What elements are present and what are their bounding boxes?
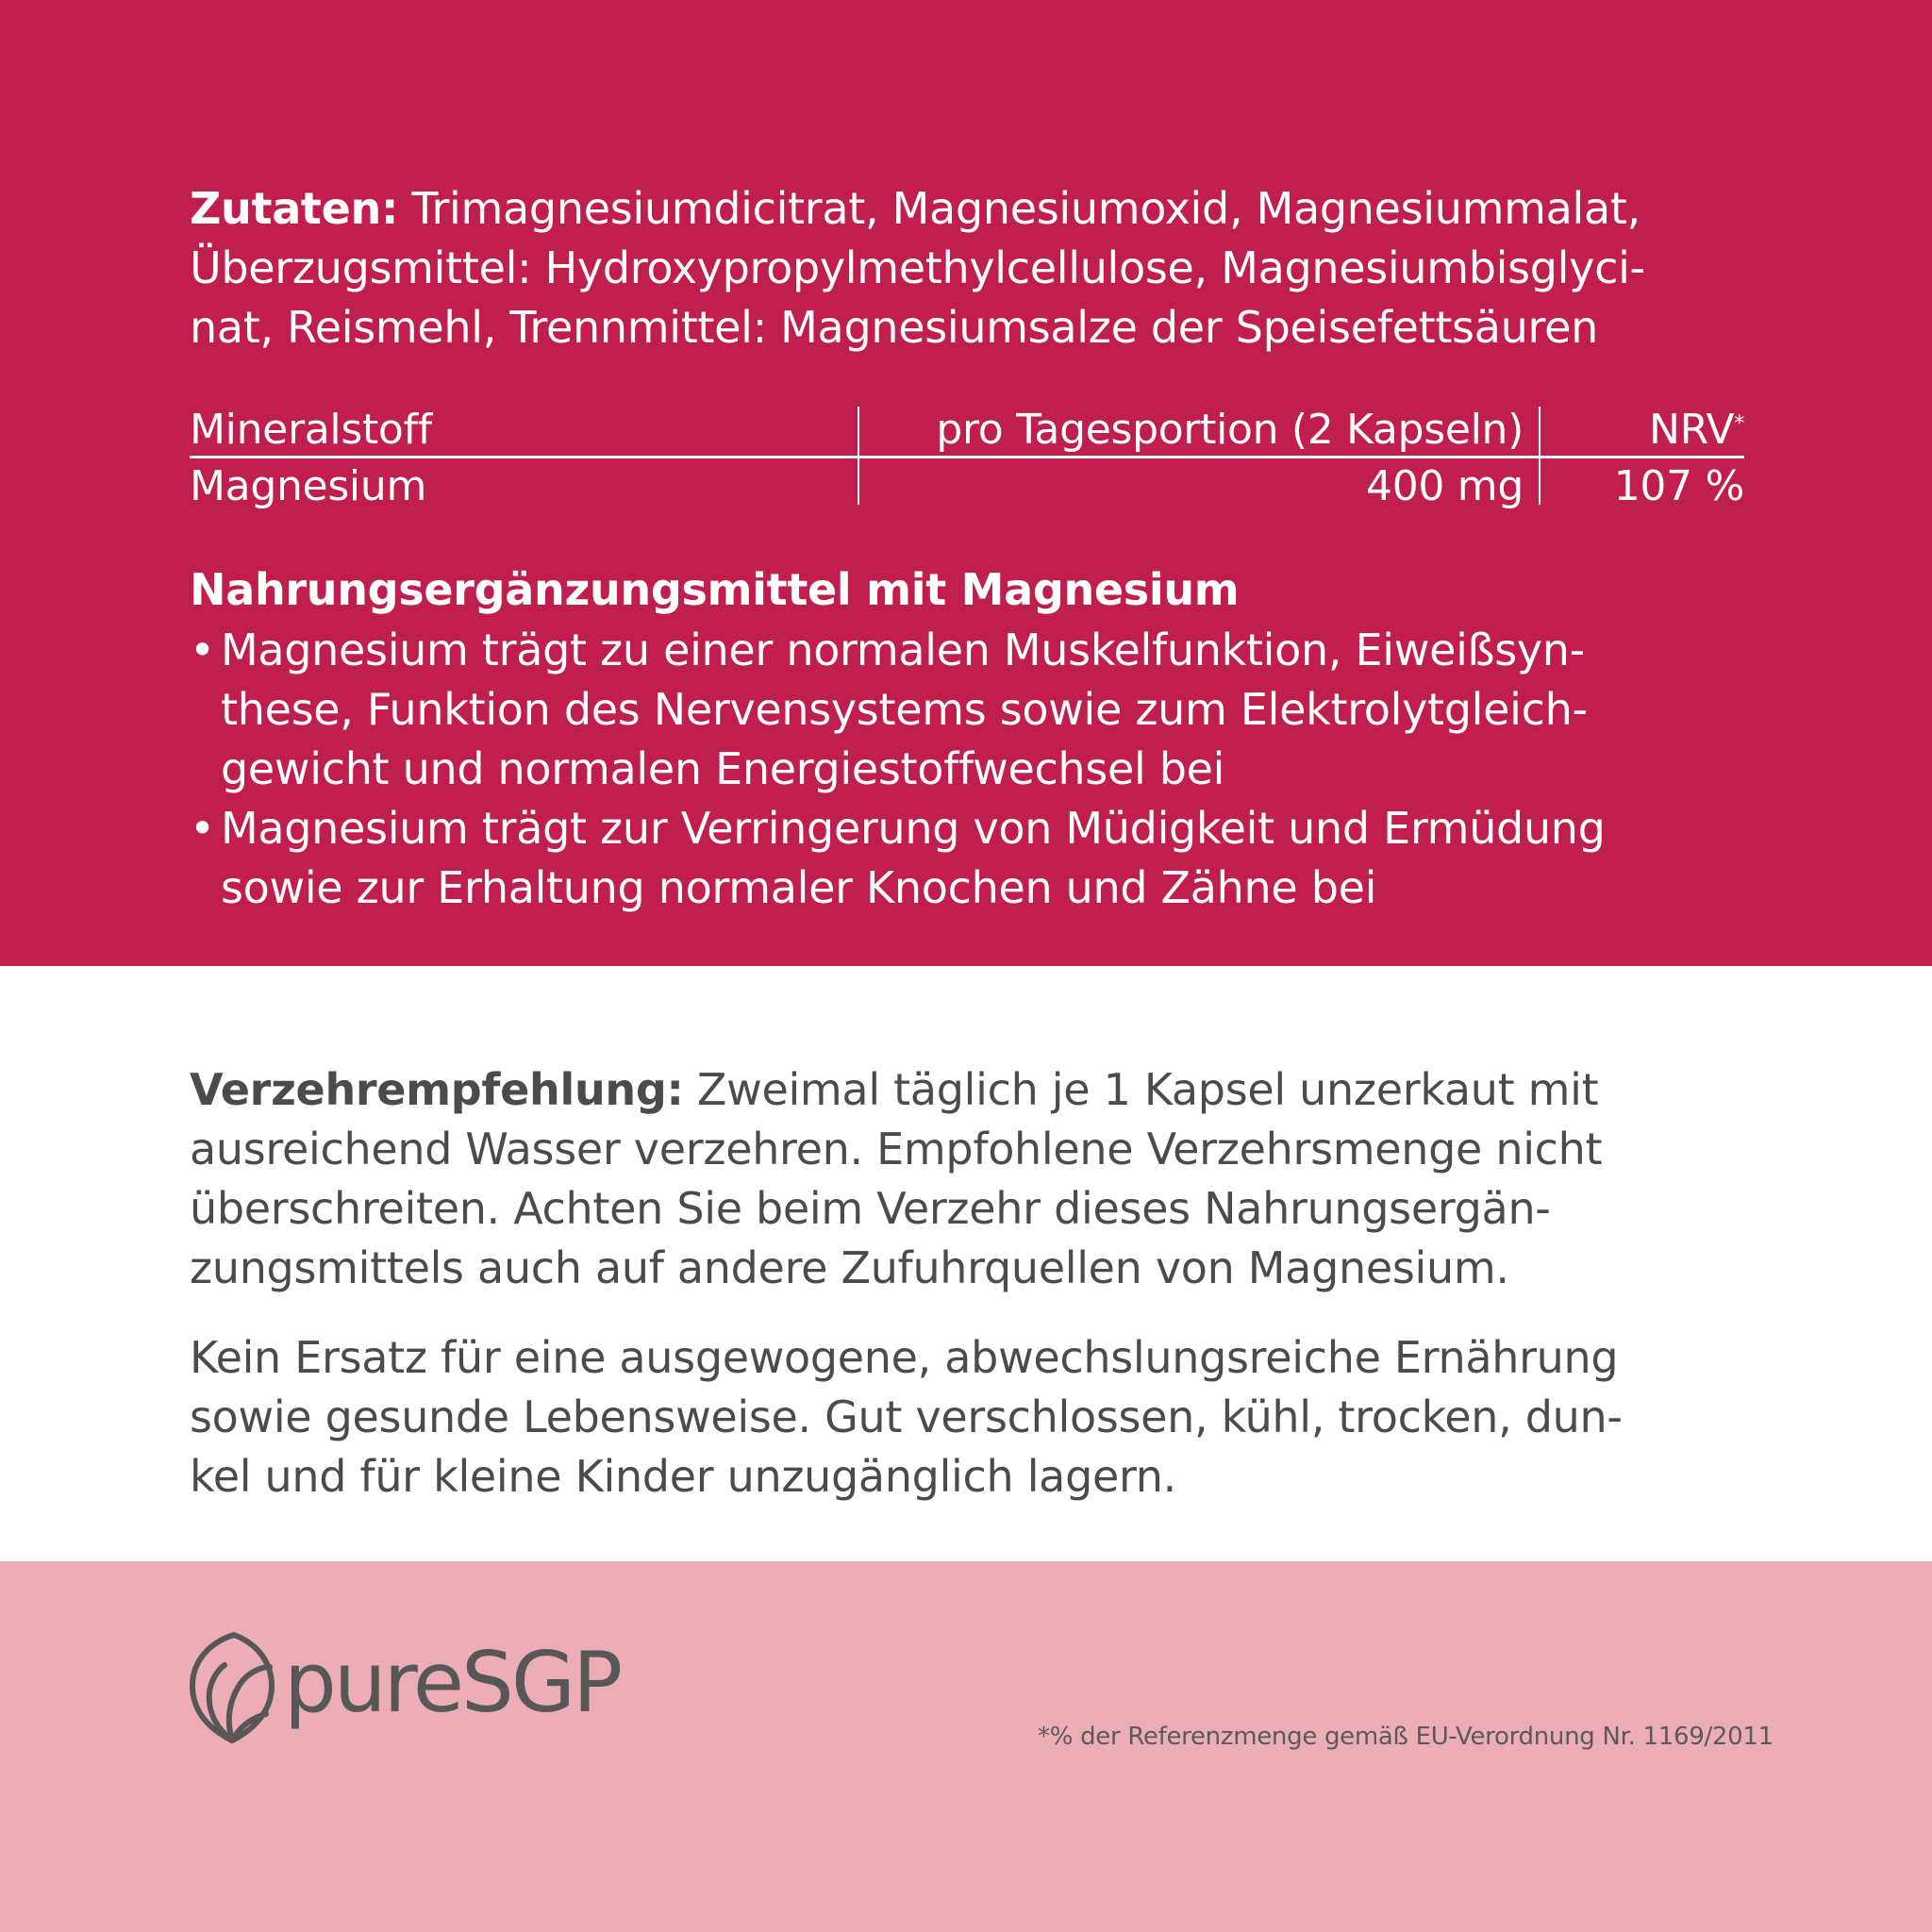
notice-line: sowie gesunde Lebensweise. Gut verschlossen, kühl, trocken, dun- (190, 1391, 1623, 1442)
leaf-icon (187, 1629, 277, 1744)
table-header-daily-portion: pro Tagesportion (2 Kapseln) (936, 406, 1524, 454)
table-column-divider (1539, 407, 1541, 505)
claim-line: Magnesium trägt zur Verringerung von Müdigkeit und Ermüdung (221, 803, 1606, 854)
bullet-icon: • (190, 803, 215, 854)
table-cell-nrv: 107 % (1613, 462, 1744, 510)
ingredients-label: Zutaten: (190, 183, 399, 234)
table-cell-mineral: Magnesium (190, 462, 427, 510)
table-column-divider (858, 407, 859, 505)
table-header-nrv: NRV* (1649, 406, 1744, 454)
footnote-marker: * (1734, 412, 1744, 436)
claim-line: Magnesium trägt zu einer normalen Muskelfunktion, Eiweißsyn- (221, 625, 1585, 675)
table-cell-amount: 400 mg (1366, 462, 1524, 510)
recommendation-label: Verzehrempfehlung: (190, 1064, 684, 1115)
bullet-icon: • (190, 625, 215, 675)
recommendation-line: ausreichend Wasser verzehren. Empfohlene Verzehrsmenge nicht (190, 1124, 1603, 1174)
brand-panel (0, 1561, 1932, 1932)
storage-notice (190, 1328, 1793, 1507)
claim-line: these, Funktion des Nervensystems sowie zum Elektrolytgleich- (221, 684, 1588, 735)
usage-panel (0, 966, 1932, 1561)
table-header-mineral: Mineralstoff (190, 406, 432, 454)
claims-title: Nahrungsergänzungsmittel mit Magnesium (190, 564, 1240, 615)
ingredients-line: Überzugsmittel: Hydroxypropylmethylcellulose, Magnesiumbisglyci- (190, 242, 1645, 293)
brand-wordmark: pureSGP (284, 1634, 621, 1731)
list-item (190, 799, 1606, 918)
ingredients-line: Trimagnesiumdicitrat, Magnesiumoxid, Magnesiummalat, (411, 183, 1641, 234)
brand-logo (187, 1629, 696, 1752)
footnote: *% der Referenzmenge gemäß EU-Verordnung Nr. 1169/2011 (1038, 1723, 1774, 1751)
ingredients-line: nat, Reismehl, Trennmittel: Magnesiumsalze der Speisefettsäuren (190, 302, 1598, 353)
notice-line: kel und für kleine Kinder unzugänglich lagern. (190, 1451, 1176, 1502)
claim-line: sowie zur Erhaltung normaler Knochen und Zähne bei (221, 862, 1377, 913)
claim-line: gewicht und normalen Energiestoffwechsel bei (221, 743, 1225, 794)
table-divider (190, 456, 1744, 458)
claims-list (190, 621, 1606, 918)
nutrient-table (190, 403, 1744, 508)
recommendation-line: zungsmittels auch auf andere Zufuhrquellen von Magnesium. (190, 1242, 1509, 1293)
list-item (190, 621, 1606, 799)
ingredients-text (190, 179, 1793, 358)
notice-line: Kein Ersatz für eine ausgewogene, abwechslungsreiche Ernährung (190, 1332, 1619, 1383)
recommendation-line: Zweimal täglich je 1 Kapsel unzerkaut mit (696, 1064, 1599, 1115)
recommendation-line: überschreiten. Achten Sie beim Verzehr dieses Nahrungsergän- (190, 1183, 1551, 1234)
recommendation-text (190, 1060, 1793, 1298)
